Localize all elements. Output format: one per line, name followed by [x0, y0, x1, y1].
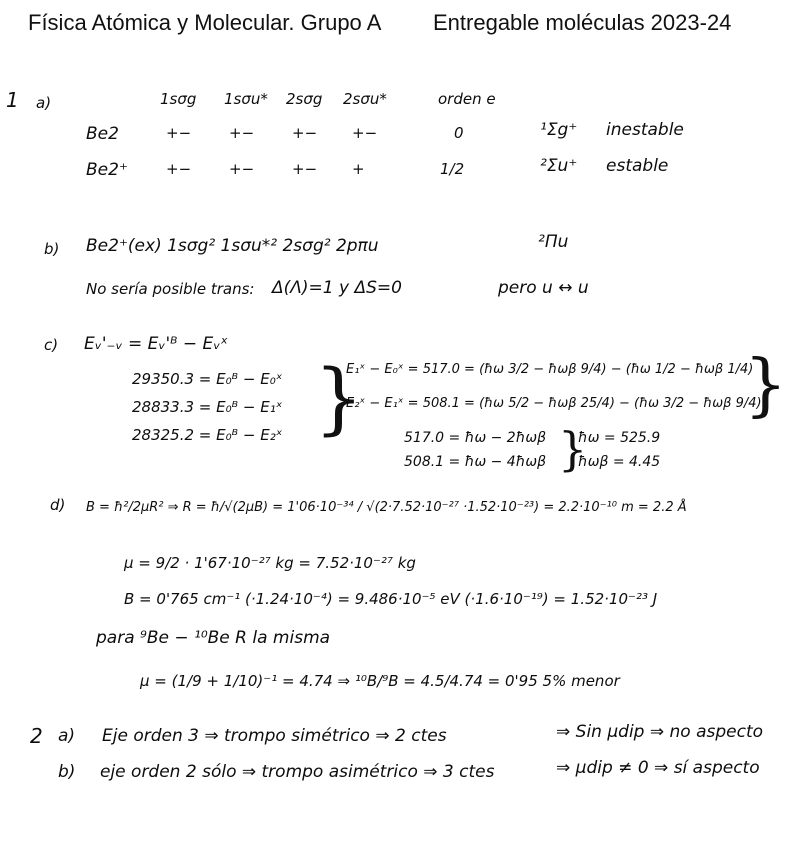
problem-1d-label: d) — [50, 496, 66, 514]
column-header-1: 1sσg — [160, 90, 197, 108]
row-molecule-be2plus: Be2⁺ — [86, 160, 128, 180]
problem-1d-line-5: μ = (1/9 + 1/10)⁻¹ = 4.74 ⇒ ¹⁰B/⁹B = 4.5/4.74 = 0'95 5% menor — [140, 672, 620, 690]
problem-1c-right-line-1: E₁ˣ − E₀ˣ = 517.0 = (ħω 3/2 − ħωβ 9/4) − (ħω 1/2 − ħωβ 1/4) — [346, 362, 754, 377]
problem-1d-line-2: μ = 9/2 · 1'67·10⁻²⁷ kg = 7.52·10⁻²⁷ kg — [124, 554, 416, 572]
problem-1d-line-1: B = ħ²/2μR² ⇒ R = ħ/√(2μB) = 1'06·10⁻³⁴ / √(2·7.52·10⁻²⁷ ·1.52·10⁻²³) = 2.2·10⁻¹⁰ m = 2.2 Å — [86, 500, 687, 515]
row-be2plus-cell-3: +− — [292, 160, 318, 178]
row-be2plus-cell-1: +− — [166, 160, 192, 178]
column-header-3: 2sσg — [286, 90, 323, 108]
problem-1c-left-line-3: 28325.2 = E₀ᴮ − E₂ˣ — [132, 426, 283, 444]
column-header-2: 1sσu* — [224, 90, 268, 108]
problem-1b-note-right: pero u ↔ u — [498, 278, 589, 298]
row-be2plus-term: ²Σu⁺ — [540, 156, 578, 176]
row-be2-note: inestable — [606, 120, 684, 140]
problem-1d-line-4: para ⁹Be − ¹⁰Be R la misma — [96, 628, 331, 648]
problem-2b-result: ⇒ μdip ≠ 0 ⇒ sí aspecto — [556, 758, 760, 778]
right-brace-close-icon: } — [744, 346, 788, 425]
problem-1b-term: ²Πu — [538, 232, 569, 252]
problem-1c-result-1: ħω = 525.9 — [578, 430, 661, 446]
row-be2-cell-4: +− — [352, 124, 378, 142]
document-header-title: Entregable moléculas 2023-24 — [433, 10, 732, 35]
row-be2plus-note: estable — [606, 156, 669, 176]
problem-2-number: 2 — [30, 724, 43, 748]
problem-1d-line-3: B = 0'765 cm⁻¹ (·1.24·10⁻⁴) = 9.486·10⁻⁵ eV (·1.6·10⁻¹⁹) = 1.52·10⁻²³ J — [124, 590, 658, 608]
problem-2b-label: b) — [58, 762, 76, 782]
row-be2-term: ¹Σg⁺ — [540, 120, 578, 140]
left-brace-close-icon: } — [314, 354, 364, 444]
problem-2a-text: Eje orden 3 ⇒ trompo simétrico ⇒ 2 ctes — [102, 726, 447, 746]
problem-1-number: 1 — [6, 88, 19, 112]
problem-1b-configuration: Be2⁺(ex) 1sσg² 1sσu*² 2sσg² 2pπu — [86, 236, 379, 256]
document-header-course: Física Atómica y Molecular. Grupo A — [28, 10, 382, 35]
problem-1c-right-line-4: 508.1 = ħω − 4ħωβ — [404, 454, 547, 470]
row-be2-cell-1: +− — [166, 124, 192, 142]
column-header-4: 2sσu* — [343, 90, 387, 108]
result-brace-close-icon: } — [558, 422, 588, 476]
row-be2plus-cell-2: +− — [229, 160, 255, 178]
problem-1c-left-line-1: 29350.3 = E₀ᴮ − E₀ˣ — [132, 370, 283, 388]
problem-1b-note-mid: Δ(Λ)=1 y ΔS=0 — [272, 278, 402, 298]
row-be2-cell-3: +− — [292, 124, 318, 142]
row-be2plus-order: 1/2 — [440, 160, 465, 178]
problem-1b-note-left: No sería posible trans: — [86, 280, 255, 298]
row-be2-cell-2: +− — [229, 124, 255, 142]
problem-1c-result-2: ħωβ = 4.45 — [578, 454, 661, 470]
problem-1c-right-line-3: 517.0 = ħω − 2ħωβ — [404, 430, 547, 446]
column-header-order: orden e — [438, 90, 496, 108]
problem-1a-label: a) — [36, 94, 52, 112]
row-molecule-be2: Be2 — [86, 124, 119, 144]
row-be2plus-cell-4: + — [352, 160, 365, 178]
row-be2-order: 0 — [454, 124, 464, 142]
problem-1c-equation: Eᵥ'₋ᵥ = Eᵥ'ᴮ − Eᵥˣ — [84, 334, 228, 354]
problem-2b-text: eje orden 2 sólo ⇒ trompo asimétrico ⇒ 3 ctes — [100, 762, 495, 782]
problem-2a-result: ⇒ Sin μdip ⇒ no aspecto — [556, 722, 764, 742]
problem-1c-right-line-2: E₂ˣ − E₁ˣ = 508.1 = (ħω 5/2 − ħωβ 25/4) − (ħω 3/2 − ħωβ 9/4) — [346, 396, 762, 411]
problem-2a-label: a) — [58, 726, 76, 746]
problem-1b-label: b) — [44, 240, 60, 258]
problem-1c-left-line-2: 28833.3 = E₀ᴮ − E₁ˣ — [132, 398, 283, 416]
problem-1c-label: c) — [44, 336, 59, 354]
